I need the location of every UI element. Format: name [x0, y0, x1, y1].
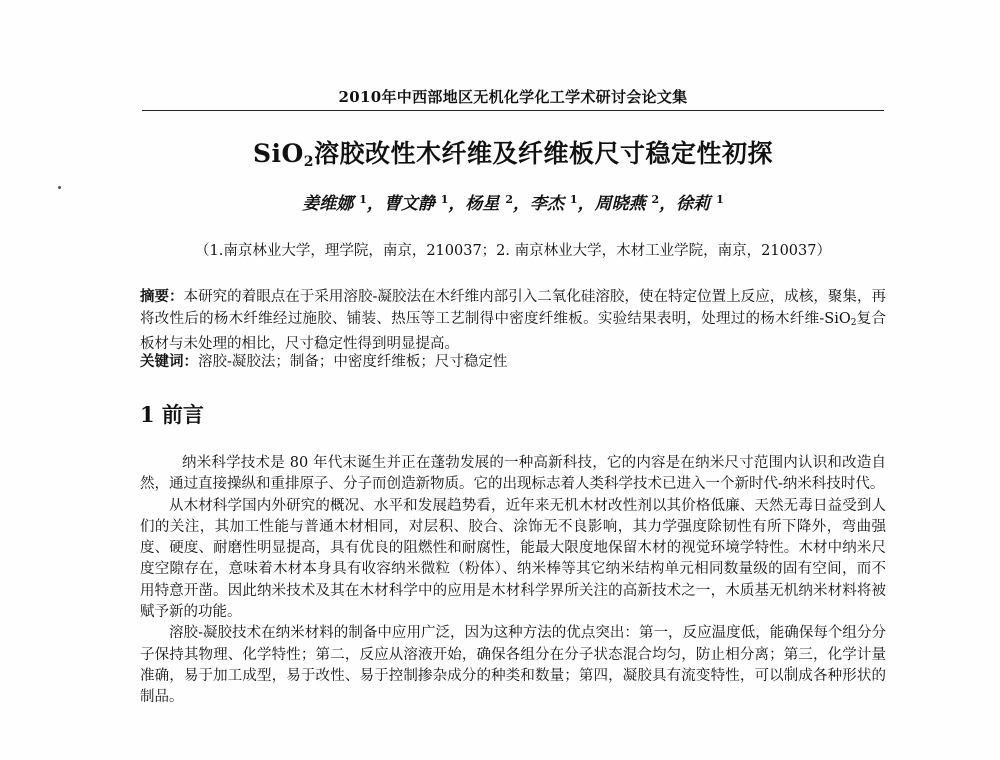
- paper-title: [142, 137, 884, 179]
- running-header: 2010年中西部地区无机化学化工学术研讨会论文集: [142, 86, 884, 111]
- keywords-label: 关键词：: [140, 353, 198, 370]
- author-affiliation-mark: 1: [440, 193, 449, 206]
- affiliations: （1.南京林业大学，理学院，南京，210037；2. 南京林业大学，木材工业学院，南京，210037）: [195, 243, 831, 259]
- section-heading: 1 前言: [140, 402, 204, 427]
- author-name: 李杰: [530, 194, 564, 214]
- author-separator: ，: [577, 194, 595, 214]
- author-separator: ，: [366, 194, 384, 214]
- author-affiliation-mark: 1: [359, 193, 367, 206]
- abstract-text-end: 复合板材与未处理的相比，尺寸稳定性得到明显提高。: [140, 310, 887, 352]
- keywords: [140, 351, 886, 374]
- keywords-text: 溶胶-凝胶法；制备；中密度纤维板；尺寸稳定性: [198, 354, 508, 370]
- title-subscript: 2: [303, 154, 315, 170]
- section-body: [140, 453, 886, 709]
- author-name: 周晓燕: [594, 194, 646, 214]
- author-name: 徐莉: [676, 194, 711, 214]
- author-name: 曹文静: [383, 194, 435, 214]
- paragraph: 从木材科学国内外研究的概况、水平和发展趋势看，近年来无机木材改性剂以其价格低廉、天然无毒日益受到人们的关注，其加工性能与普通木材相同，对层积、胶合、涂饰无不良影响，其力学强度除韧性有所下降外，弯曲强度、硬度、耐磨性明显提高，具有优良的阻燃性和耐腐性，能最大限度地保留木材的视觉环境学特性。木材中纳米尺度空隙存在，意味着木材本身具有收容纳米微粒（粉体）、纳米棒等其它纳米结构单元相同数量级的固有空间，而不用特意开凿。因此纳米技术及其在木材科学中的应用是木材科学界所关注的高新技术之一，木质基无机纳米材料将被赋予新的功能。: [140, 497, 886, 621]
- title-suffix: 溶胶改性木纤维及纤维板尺寸稳定性初探: [314, 139, 774, 168]
- author-list: [142, 187, 884, 217]
- author-affiliation-mark: 2: [505, 193, 513, 206]
- author-affiliation-mark: 1: [716, 193, 724, 206]
- paragraph: 纳米科学技术是 80 年代末诞生并正在蓬勃发展的一种高新科技，它的内容是在纳米尺寸范围内认识和改造自然，通过直接操纵和重排原子、分子而创造新物质。它的出现标志着人类科学技术已进入一个新时代-纳米科技时代。: [140, 455, 886, 493]
- scan-speck: [58, 186, 61, 189]
- abstract-subscript: 2: [850, 317, 857, 328]
- abstract-text: 本研究的着眼点在于采用溶胶-凝胶法在木纤维内部引入二氧化硅溶胶，使在特定位置上反应，成核，聚集，再将改性后的杨木纤维经过施胶、铺装、热压等工艺制得中密度纤维板。实验结果表明，处理过的杨木纤维-SiO: [140, 289, 886, 327]
- author-affiliation-mark: 2: [651, 193, 660, 206]
- abstract-label: 摘要：: [140, 288, 184, 305]
- author-separator: ，: [659, 194, 677, 214]
- paragraph: 溶胶-凝胶技术在纳米材料的制备中应用广泛，因为这种方法的优点突出：第一，反应温度低，能确保每个组分分子保持其物理、化学特性；第二，反应从溶液开始，确保各组分在分子状态混合均匀，防止相分离；第三，化学计量准确，易于加工成型，易于改性、易于控制掺杂成分的种类和数量；第四，凝胶具有流变特性，可以制成各种形状的制品。: [140, 625, 886, 706]
- author-separator: ，: [513, 194, 530, 214]
- title-prefix: SiO: [252, 139, 304, 168]
- author-name: 杨星: [465, 194, 500, 214]
- author-affiliation-mark: 1: [569, 193, 578, 206]
- author-separator: ，: [448, 194, 466, 214]
- abstract: [140, 286, 886, 356]
- author-name: 姜维娜: [302, 194, 354, 214]
